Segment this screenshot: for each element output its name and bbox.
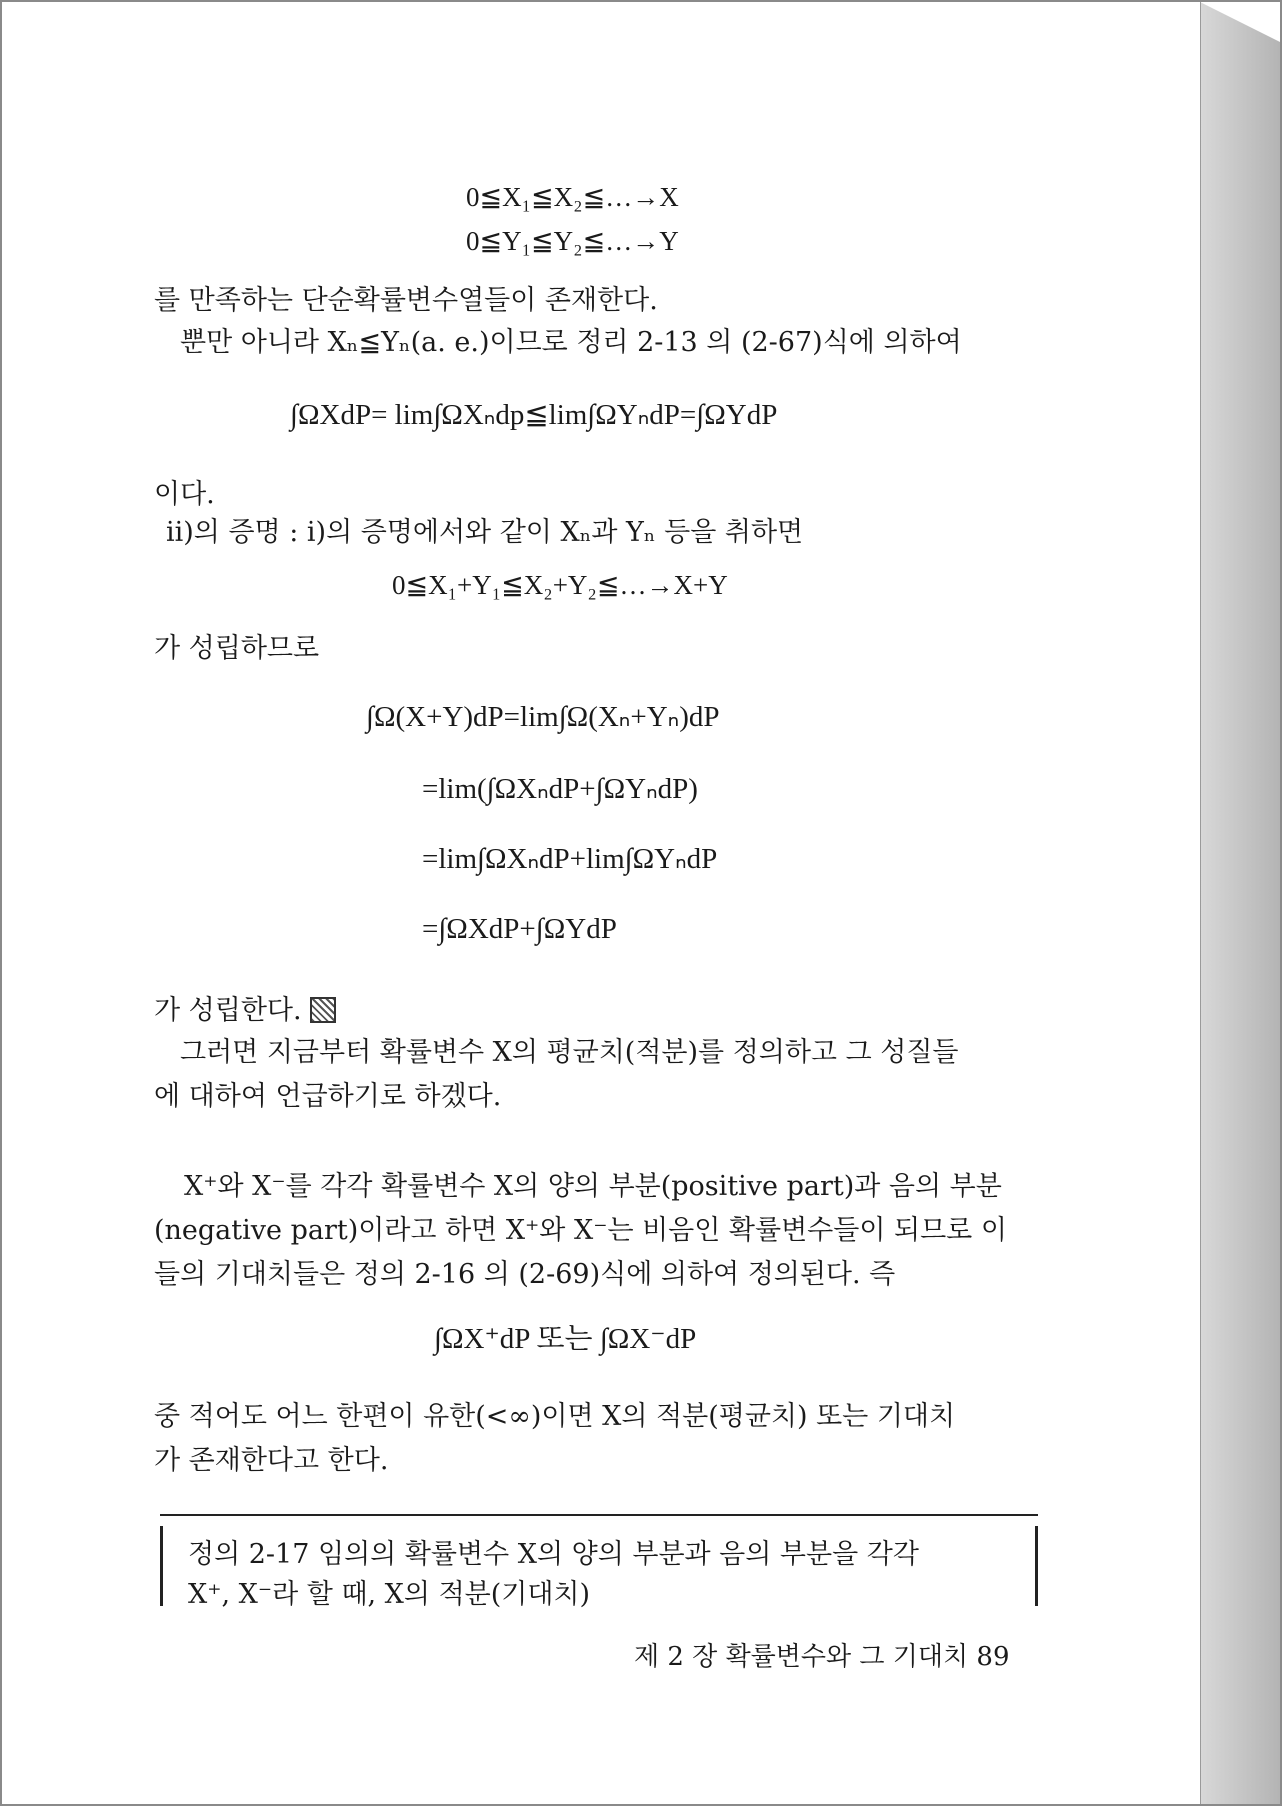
paragraph-finite-line-1: 중 적어도 어느 한편이 유한(<∞)이면 X의 적분(평균치) 또는 기대치 — [154, 1401, 956, 1432]
equation-linearity-line-1: ∫Ω(X+Y)dP=lim∫Ω(Xₙ+Yₙ)dP — [366, 701, 720, 733]
established-text: 가 성립한다. — [154, 995, 302, 1026]
paragraph-proof-ii: ii)의 증명 : i)의 증명에서와 같이 Xₙ과 Yₙ 등을 취하면 — [166, 517, 804, 548]
equation-sequence-x: 0≦X₁≦X₂≦…→X — [466, 182, 679, 212]
paragraph-moreover: 뿐만 아니라 Xₙ≦Yₙ(a. e.)이므로 정리 2-13 의 (2-67)식에 의하여 — [180, 327, 962, 358]
qed-tombstone-icon — [310, 997, 336, 1023]
equation-linearity-line-4: =∫ΩXdP+∫ΩYdP — [422, 913, 617, 945]
equation-linearity-line-2: =lim(∫ΩXₙdP+∫ΩYₙdP) — [422, 773, 698, 805]
equation-integral-inequality: ∫ΩXdP= lim∫ΩXₙdp≦lim∫ΩYₙdP=∫ΩYdP — [290, 399, 778, 431]
definition-line-1: 정의 2-17 임의의 확률변수 X의 양의 부분과 음의 부분을 각각 — [188, 1539, 919, 1570]
paragraph-parts-line-1: X⁺와 X⁻를 각각 확률변수 X의 양의 부분(positive part)과 음의 부분 — [184, 1171, 1002, 1202]
equation-positive-negative-integrals: ∫ΩX⁺dP 또는 ∫ΩX⁻dP — [434, 1323, 697, 1355]
paragraph-mean-intro-line-1: 그러면 지금부터 확률변수 X의 평균치(적분)를 정의하고 그 성질들 — [180, 1037, 959, 1068]
paragraph-simple-rv: 를 만족하는 단순확률변수열들이 존재한다. — [154, 285, 658, 316]
paragraph-parts-line-2: (negative part)이라고 하면 X⁺와 X⁻는 비음인 확률변수들이 되므로 이 — [154, 1215, 1007, 1246]
paragraph-holds: 가 성립하므로 — [154, 633, 320, 664]
paragraph-ida: 이다. — [154, 479, 215, 510]
definition-line-2: X⁺, X⁻라 할 때, X의 적분(기대치) — [188, 1579, 591, 1610]
paragraph-established — [154, 994, 336, 1028]
equation-sequence-y: 0≦Y₁≦Y₂≦…→Y — [466, 226, 679, 256]
page-stack-edge — [1200, 2, 1280, 1804]
equation-sum-sequence: 0≦X₁+Y₁≦X₂+Y₂≦…→X+Y — [392, 570, 728, 600]
paragraph-mean-intro-line-2: 에 대하여 언급하기로 하겠다. — [154, 1081, 502, 1112]
paragraph-parts-line-3: 들의 기대치들은 정의 2-16 의 (2-69)식에 의하여 정의된다. 즉 — [154, 1259, 896, 1290]
definition-box — [160, 1514, 1038, 1614]
equation-linearity-line-3: =lim∫ΩXₙdP+lim∫ΩYₙdP — [422, 843, 718, 875]
page-footer: 제 2 장 확률변수와 그 기대치 89 — [634, 1642, 1010, 1672]
paragraph-finite-line-2: 가 존재한다고 한다. — [154, 1445, 389, 1476]
page-edge-shading — [1200, 2, 1280, 1804]
